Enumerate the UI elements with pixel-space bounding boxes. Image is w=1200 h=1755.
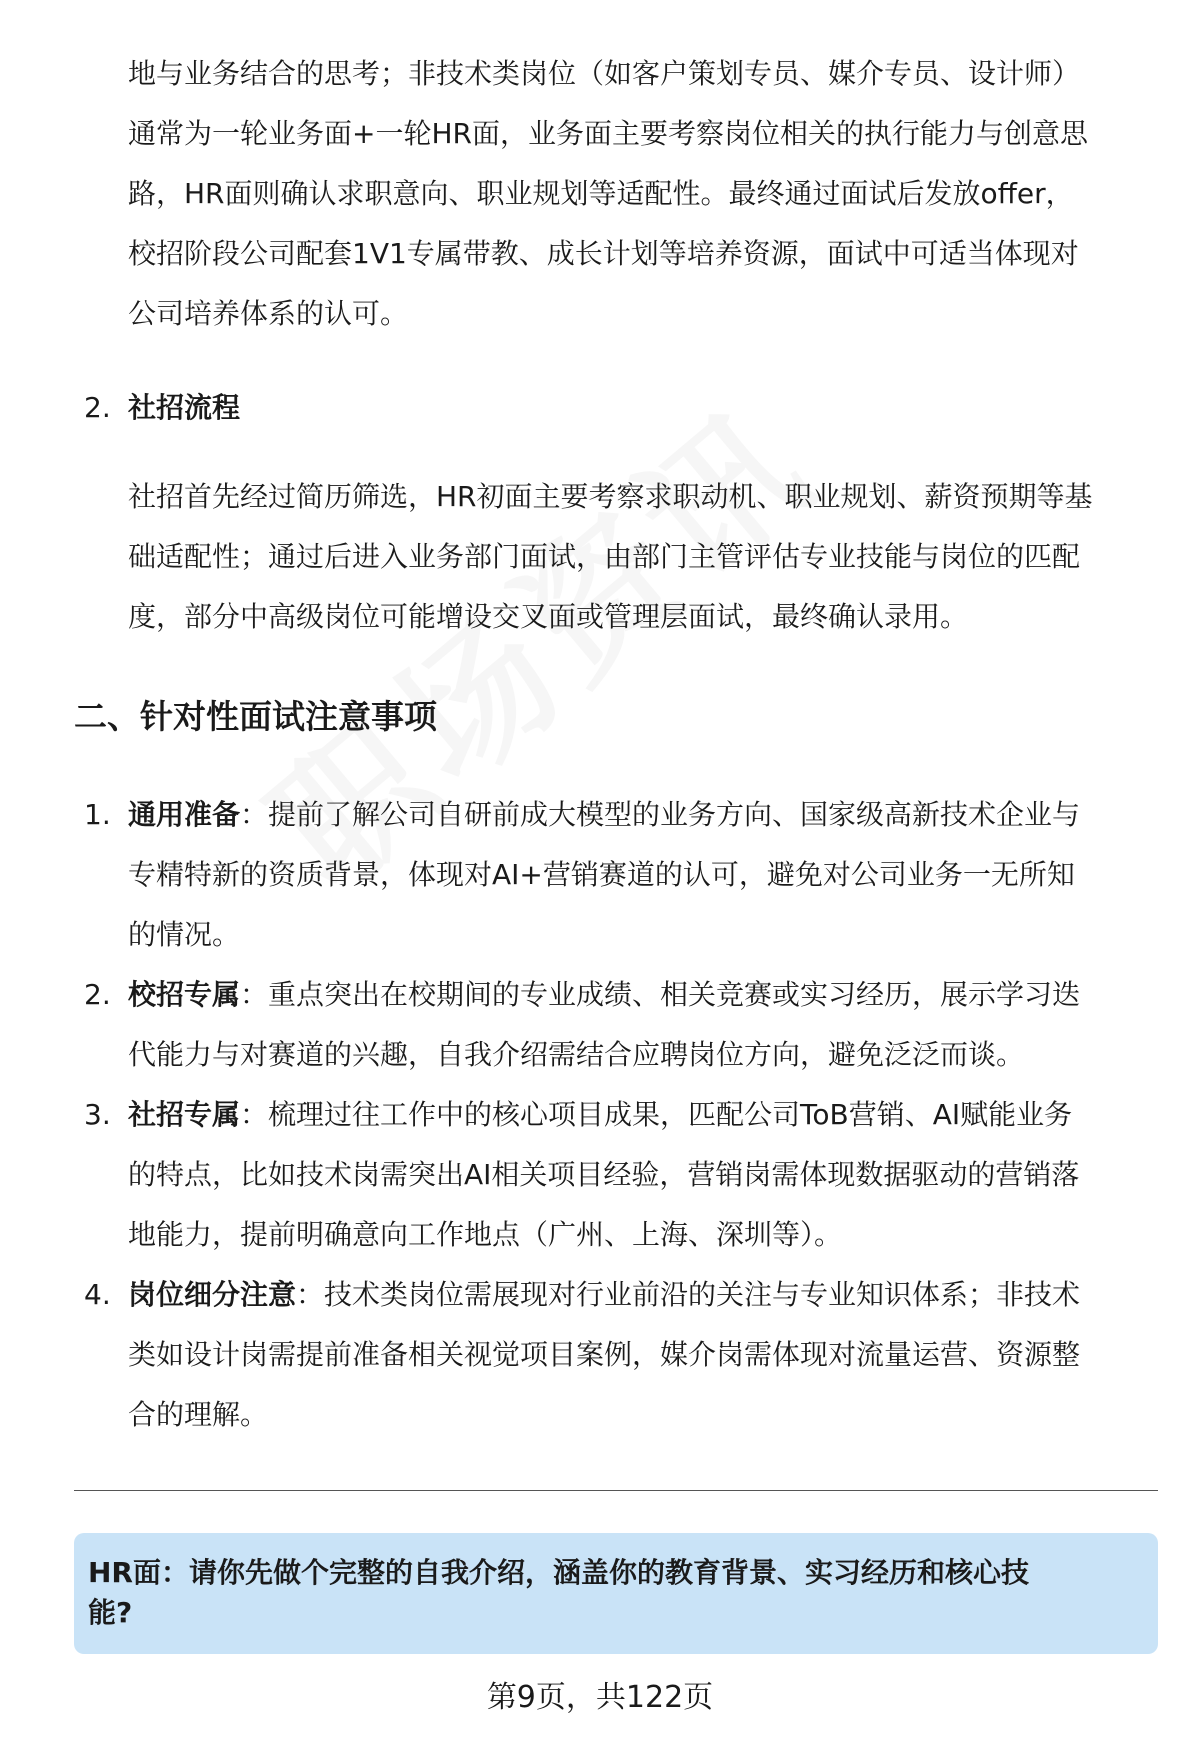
- list-item: [84, 965, 1164, 1085]
- interview-tips-list: [84, 785, 1164, 1445]
- list-number: 1.: [84, 798, 111, 831]
- paragraph-line: 公司培养体系的认可。: [128, 297, 409, 330]
- interview-question-box: [74, 1533, 1158, 1654]
- item-text: ：梳理过往工作中的核心项目成果，匹配公司ToB营销、AI赋能业务: [240, 1098, 1073, 1131]
- page-number: 第9页，共122页: [486, 1680, 714, 1715]
- paragraph-line: 地与业务结合的思考；非技术类岗位（如客户策划专员、媒介专员、设计师）: [128, 57, 1081, 90]
- item-text: ：提前了解公司自研前成大模型的业务方向、国家级高新技术企业与: [240, 798, 1081, 831]
- list-item: [84, 1085, 1164, 1265]
- list-number: 2.: [84, 978, 111, 1011]
- list-number: 4.: [84, 1278, 111, 1311]
- social-recruit-heading: [84, 383, 240, 433]
- list-number: 3.: [84, 1098, 111, 1131]
- paragraph-line: 校招阶段公司配套1V1专属带教、成长计划等培养资源，面试中可适当体现对: [128, 237, 1079, 270]
- item-text: 专精特新的资质背景，体现对AI+营销赛道的认可，避免对公司业务一无所知: [128, 858, 1075, 891]
- paragraph-line: 础适配性；通过后进入业务部门面试，由部门主管评估专业技能与岗位的匹配: [128, 540, 1081, 573]
- item-text: ：重点突出在校期间的专业成绩、相关竞赛或实习经历，展示学习迭: [240, 978, 1081, 1011]
- list-item: [84, 1265, 1164, 1445]
- question-line: 能?: [88, 1596, 133, 1629]
- item-lead: 通用准备: [128, 798, 241, 831]
- question-line: HR面：请你先做个完整的自我介绍，涵盖你的教育背景、实习经历和核心技: [88, 1556, 1029, 1589]
- item-lead: 岗位细分注意: [128, 1278, 297, 1311]
- list-number: 2.: [84, 391, 111, 424]
- item-text: 地能力，提前明确意向工作地点（广州、上海、深圳等）。: [128, 1218, 843, 1251]
- item-text: 合的理解。: [128, 1398, 269, 1431]
- paragraph-line: 社招首先经过简历筛选，HR初面主要考察求职动机、职业规划、薪资预期等基: [128, 480, 1093, 513]
- item-lead: 校招专属: [128, 978, 241, 1011]
- list-item: [84, 785, 1164, 965]
- item-text: ：技术类岗位需展现对行业前沿的关注与专业知识体系；非技术: [296, 1278, 1081, 1311]
- item-text: 的特点，比如技术岗需突出AI相关项目经验，营销岗需体现数据驱动的营销落: [128, 1158, 1080, 1191]
- paragraph-line: 度，部分中高级岗位可能增设交叉面或管理层面试，最终确认录用。: [128, 600, 969, 633]
- section-heading: 二、针对性面试注意事项: [74, 697, 437, 736]
- item-text: 类如设计岗需提前准备相关视觉项目案例，媒介岗需体现对流量运营、资源整: [128, 1338, 1081, 1371]
- recruit-process-paragraph: [128, 44, 1158, 344]
- item-text: 的情况。: [128, 918, 241, 951]
- item-text: 代能力与对赛道的兴趣，自我介绍需结合应聘岗位方向，避免泛泛而谈。: [128, 1038, 1025, 1071]
- paragraph-line: 通常为一轮业务面+一轮HR面，业务面主要考察岗位相关的执行能力与创意思: [128, 117, 1088, 150]
- section-divider: [74, 1490, 1158, 1491]
- item-lead: 社招专属: [128, 1098, 241, 1131]
- sub-heading-title: 社招流程: [128, 391, 241, 424]
- paragraph-line: 路，HR面则确认求职意向、职业规划等适配性。最终通过面试后发放offer，: [128, 177, 1074, 210]
- social-recruit-paragraph: [128, 467, 1158, 647]
